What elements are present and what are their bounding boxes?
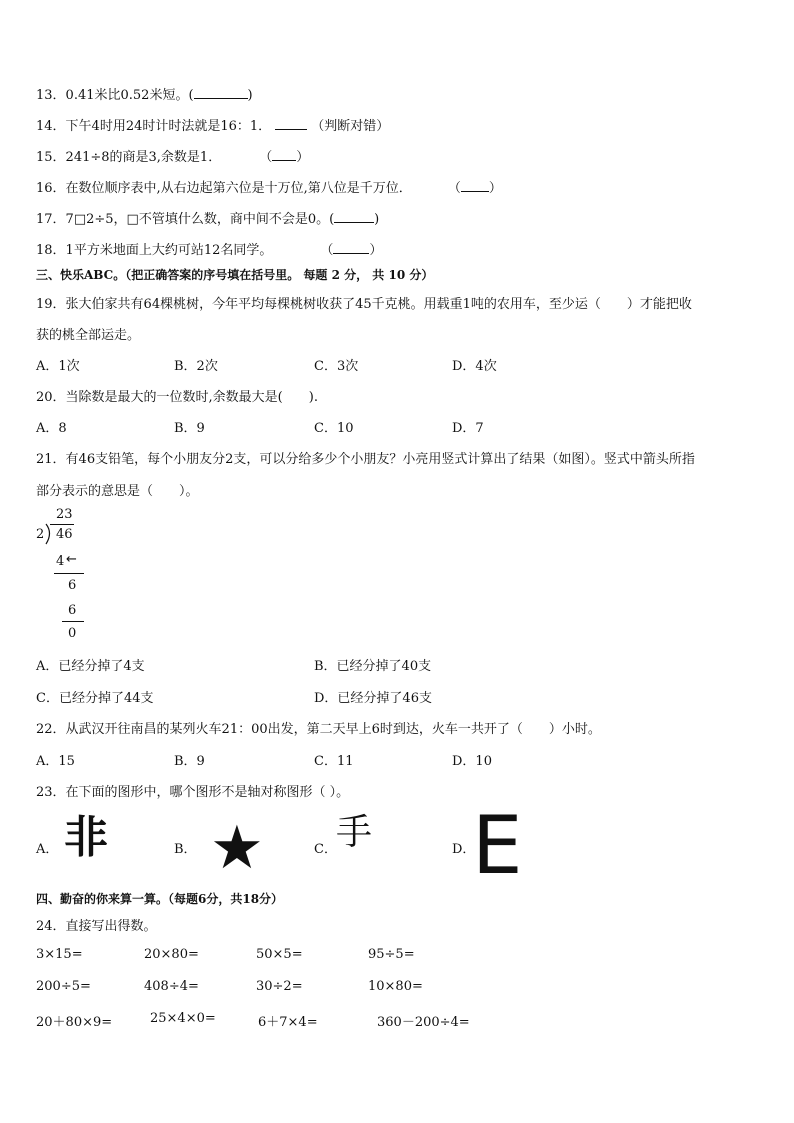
calc-item[interactable]: 360－200÷4= (377, 1015, 470, 1030)
calc-item[interactable]: 20×80= (144, 947, 199, 962)
quotient: 23 (56, 507, 73, 522)
question-text: 1平方米地面上大约可站12名同学。 (65, 243, 273, 258)
section-4-title: 四、勤奋的你来算一算。（每题6分，共18分） (36, 892, 284, 906)
calc-item[interactable]: 6＋7×4= (258, 1015, 318, 1030)
question-20: 20．当除数是最大的一位数时,余数最大是( ). (36, 390, 318, 405)
question-16: 16．在数位顺序表中,从右边起第六位是十万位,第八位是千万位． （ ） (36, 181, 502, 196)
q21-option-d[interactable]: D．已经分掉了46支 (314, 691, 432, 706)
q19-option-c[interactable]: C．3次 (314, 359, 359, 374)
question-number: 16． (36, 181, 66, 196)
q19-option-a[interactable]: A．1次 (36, 359, 80, 374)
question-21-line1: 21．有46支铅笔，每个小朋友分2支，可以分给多少个小朋友？小亮用竖式计算出了结果（如图）。竖式中箭头所指 (36, 452, 695, 467)
division-bracket (44, 523, 54, 545)
question-number: 13． (36, 88, 66, 103)
q23-option-c-label[interactable]: C． (314, 842, 337, 857)
question-number: 14． (36, 119, 66, 134)
calc-item[interactable]: 25×4×0= (150, 1011, 216, 1026)
question-text: 7□2÷5，□不管填什么数，商中间不会是0。( (65, 212, 335, 227)
remainder-1: 6 (68, 578, 77, 593)
q22-option-c[interactable]: C．11 (314, 754, 354, 769)
question-text: 在数位顺序表中,从右边起第六位是十万位,第八位是千万位． (65, 181, 412, 196)
calc-item[interactable]: 200÷5= (36, 979, 91, 994)
question-13: 13．0.41米比0.52米短。( ) (36, 88, 253, 103)
arrow-indicator: ← (66, 552, 77, 567)
q20-option-b[interactable]: B．9 (174, 421, 205, 436)
answer-blank[interactable] (461, 179, 489, 192)
answer-blank[interactable] (334, 210, 374, 223)
answer-blank[interactable] (275, 117, 307, 130)
q22-option-d[interactable]: D．10 (452, 754, 492, 769)
question-15: 15．241÷8的商是3,余数是1． （ ） (36, 150, 310, 165)
letter-e-figure: E (472, 799, 523, 892)
calc-item[interactable]: 3×15= (36, 947, 83, 962)
remainder-2: 0 (68, 626, 77, 641)
q20-option-a[interactable]: A．8 (36, 421, 67, 436)
fei-character-figure: 非 (64, 812, 108, 863)
q21-option-c[interactable]: C．已经分掉了44支 (36, 691, 154, 706)
question-text: 241÷8的商是3,余数是1． (65, 150, 222, 165)
divisor: 2 (36, 527, 45, 542)
q21-option-b[interactable]: B．已经分掉了40支 (314, 659, 432, 674)
dividend: 46 (56, 527, 73, 542)
calc-item[interactable]: 408÷4= (144, 979, 199, 994)
star-figure: ★ (210, 813, 264, 883)
q23-option-d-label[interactable]: D． (452, 842, 476, 857)
question-14: 14．下午4时用24时计时法就是16：1． （判断对错） (36, 119, 390, 134)
q20-option-d[interactable]: D．7 (452, 421, 484, 436)
question-18: 18．1平方米地面上大约可站12名同学。 （ ） (36, 243, 383, 258)
calc-item[interactable]: 10×80= (368, 979, 423, 994)
q20-option-c[interactable]: C．10 (314, 421, 354, 436)
q22-option-b[interactable]: B．9 (174, 754, 205, 769)
answer-blank[interactable] (194, 86, 248, 99)
shou-character-figure: 手 (336, 812, 373, 853)
answer-blank[interactable] (272, 148, 296, 161)
question-24: 24．直接写出得数。 (36, 919, 157, 934)
q21-option-a[interactable]: A．已经分掉了4支 (36, 659, 145, 674)
step-2-line (62, 621, 84, 622)
q23-option-b-label[interactable]: B． (174, 842, 197, 857)
calc-item[interactable]: 20＋80×9= (36, 1015, 113, 1030)
calc-item[interactable]: 95÷5= (368, 947, 415, 962)
calc-item[interactable]: 30÷2= (256, 979, 303, 994)
question-number: 15． (36, 150, 66, 165)
question-text: 0.41米比0.52米短。( (65, 88, 194, 103)
step-1-value: 4 (56, 554, 65, 569)
question-17: 17．7□2÷5，□不管填什么数，商中间不会是0。( ) (36, 212, 380, 227)
step-1-line (54, 573, 84, 574)
answer-blank[interactable] (333, 241, 369, 254)
question-number: 17． (36, 212, 66, 227)
long-division-figure (36, 505, 96, 645)
step-2-value: 6 (68, 603, 77, 618)
question-number: 18． (36, 243, 66, 258)
question-19-line2: 获的桃全部运走。 (36, 328, 141, 343)
calc-item[interactable]: 50×5= (256, 947, 303, 962)
section-3-title: 三、快乐ABC。（把正确答案的序号填在括号里。 每题 2 分， 共 10 分） (36, 268, 434, 282)
question-text: 下午4时用24时计时法就是16：1． (65, 119, 272, 134)
q19-option-d[interactable]: D．4次 (452, 359, 497, 374)
q23-option-a-label[interactable]: A． (36, 842, 59, 857)
question-21-line2: 部分表示的意思是（ ）。 (36, 484, 199, 499)
q19-option-b[interactable]: B．2次 (174, 359, 218, 374)
question-23: 23．在下面的图形中，哪个图形不是轴对称图形（ ）。 (36, 785, 350, 800)
question-22: 22．从武汉开往南昌的某列火车21：00出发，第二天早上6时到达，火车一共开了（ ）小时。 (36, 722, 601, 737)
question-19-line1: 19．张大伯家共有64棵桃树，今年平均每棵桃树收获了45千克桃。用载重1吨的农用车，至少运（ ）才能把收 (36, 297, 692, 312)
q22-option-a[interactable]: A．15 (36, 754, 75, 769)
